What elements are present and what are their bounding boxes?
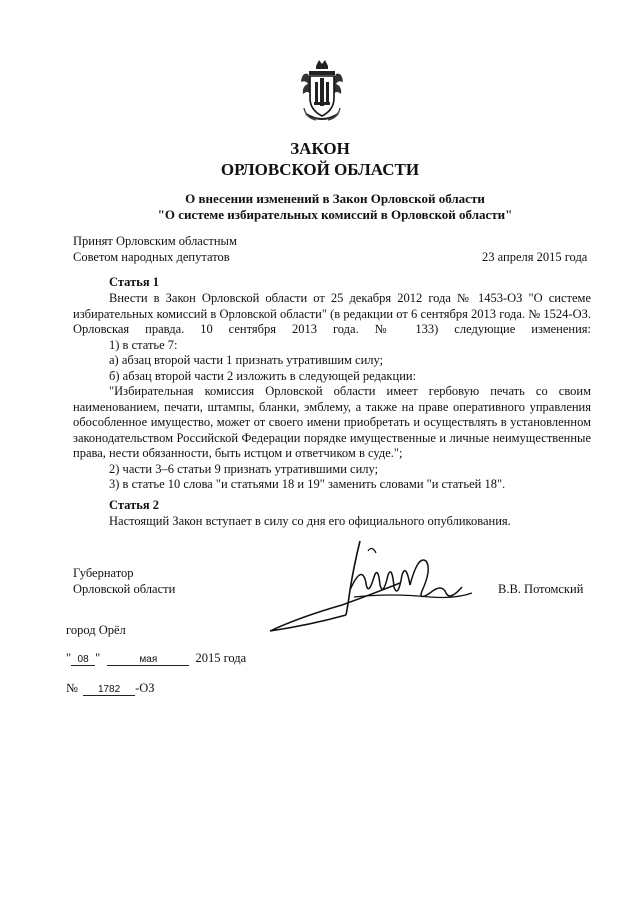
- article-1-item-1b: б) абзац второй части 2 изложить в следующей редакции:: [109, 368, 417, 383]
- article-1-body: [73, 291, 591, 493]
- law-number-prefix: №: [66, 681, 78, 695]
- article-1-item-3: 3) в статье 10 слова "и статьями 18 и 19" заменить словами "и статьей 18".: [109, 477, 506, 491]
- adopted-by-line-1: Принят Орловским областным: [73, 234, 237, 248]
- adopted-by-line-2: Советом народных депутатов: [73, 250, 230, 264]
- date-open-quote: ": [66, 651, 72, 665]
- date-year: 2015 года: [195, 651, 247, 665]
- adopted-date: 23 апреля 2015 года: [482, 250, 588, 264]
- document-region: ОРЛОВСКОЙ ОБЛАСТИ: [220, 160, 420, 179]
- signatory-name: В.В. Потомский: [498, 582, 584, 596]
- handwritten-signature: [250, 535, 485, 635]
- signatory-position-line-1: Губернатор: [73, 566, 134, 580]
- document-subtitle-line-2: "О системе избирательных комиссий в Орловской области": [157, 207, 513, 222]
- document-subtitle-line-1: О внесении изменений в Закон Орловской области: [185, 191, 485, 206]
- article-1-item-1: 1) в статье 7:: [109, 337, 178, 352]
- signing-date-row: [66, 651, 246, 666]
- signing-place: город Орёл: [66, 623, 126, 637]
- article-2-heading: Статья 2: [109, 498, 159, 512]
- law-number: 1782: [83, 684, 135, 696]
- date-close-quote: ": [95, 651, 101, 665]
- date-month: мая: [107, 654, 189, 666]
- date-day: 08: [71, 654, 95, 666]
- article-1-item-1a: а) абзац второй части 1 признать утратившим силу;: [109, 353, 384, 367]
- document-title: ЗАКОН: [290, 139, 350, 158]
- article-1-heading: Статья 1: [109, 275, 159, 289]
- article-1-intro: Внести в Закон Орловской области от 25 декабря 2012 года № 1453-ОЗ "О системе избирательных комиссий в Орловской области" (в редакции от 6 сентября 2013 года. № 1524-ОЗ. Орловская правда. 10 сентября 2013 года. № 133) следующие изменения:: [73, 291, 591, 336]
- coat-of-arms-emblem: [298, 58, 346, 126]
- law-number-row: [66, 681, 155, 696]
- law-number-suffix: -ОЗ: [135, 681, 155, 695]
- article-1-quote: "Избирательная комиссия Орловской области имеет гербовую печать со своим наименованием, печати, штампы, бланки, эмблему, а также на праве оперативного управления обособленное имущество, может от своего имени приобретать и осуществлять в установленном законодательством Российской Федерации порядке имущественные и личные неимущественные права, нести обязанности, быть истцом и ответчиком в суде.";: [73, 384, 591, 460]
- signatory-position-line-2: Орловской области: [73, 582, 176, 596]
- article-1-item-2: 2) части 3–6 статьи 9 признать утратившими силу;: [109, 461, 379, 476]
- article-2-text: Настоящий Закон вступает в силу со дня его официального опубликования.: [109, 514, 511, 528]
